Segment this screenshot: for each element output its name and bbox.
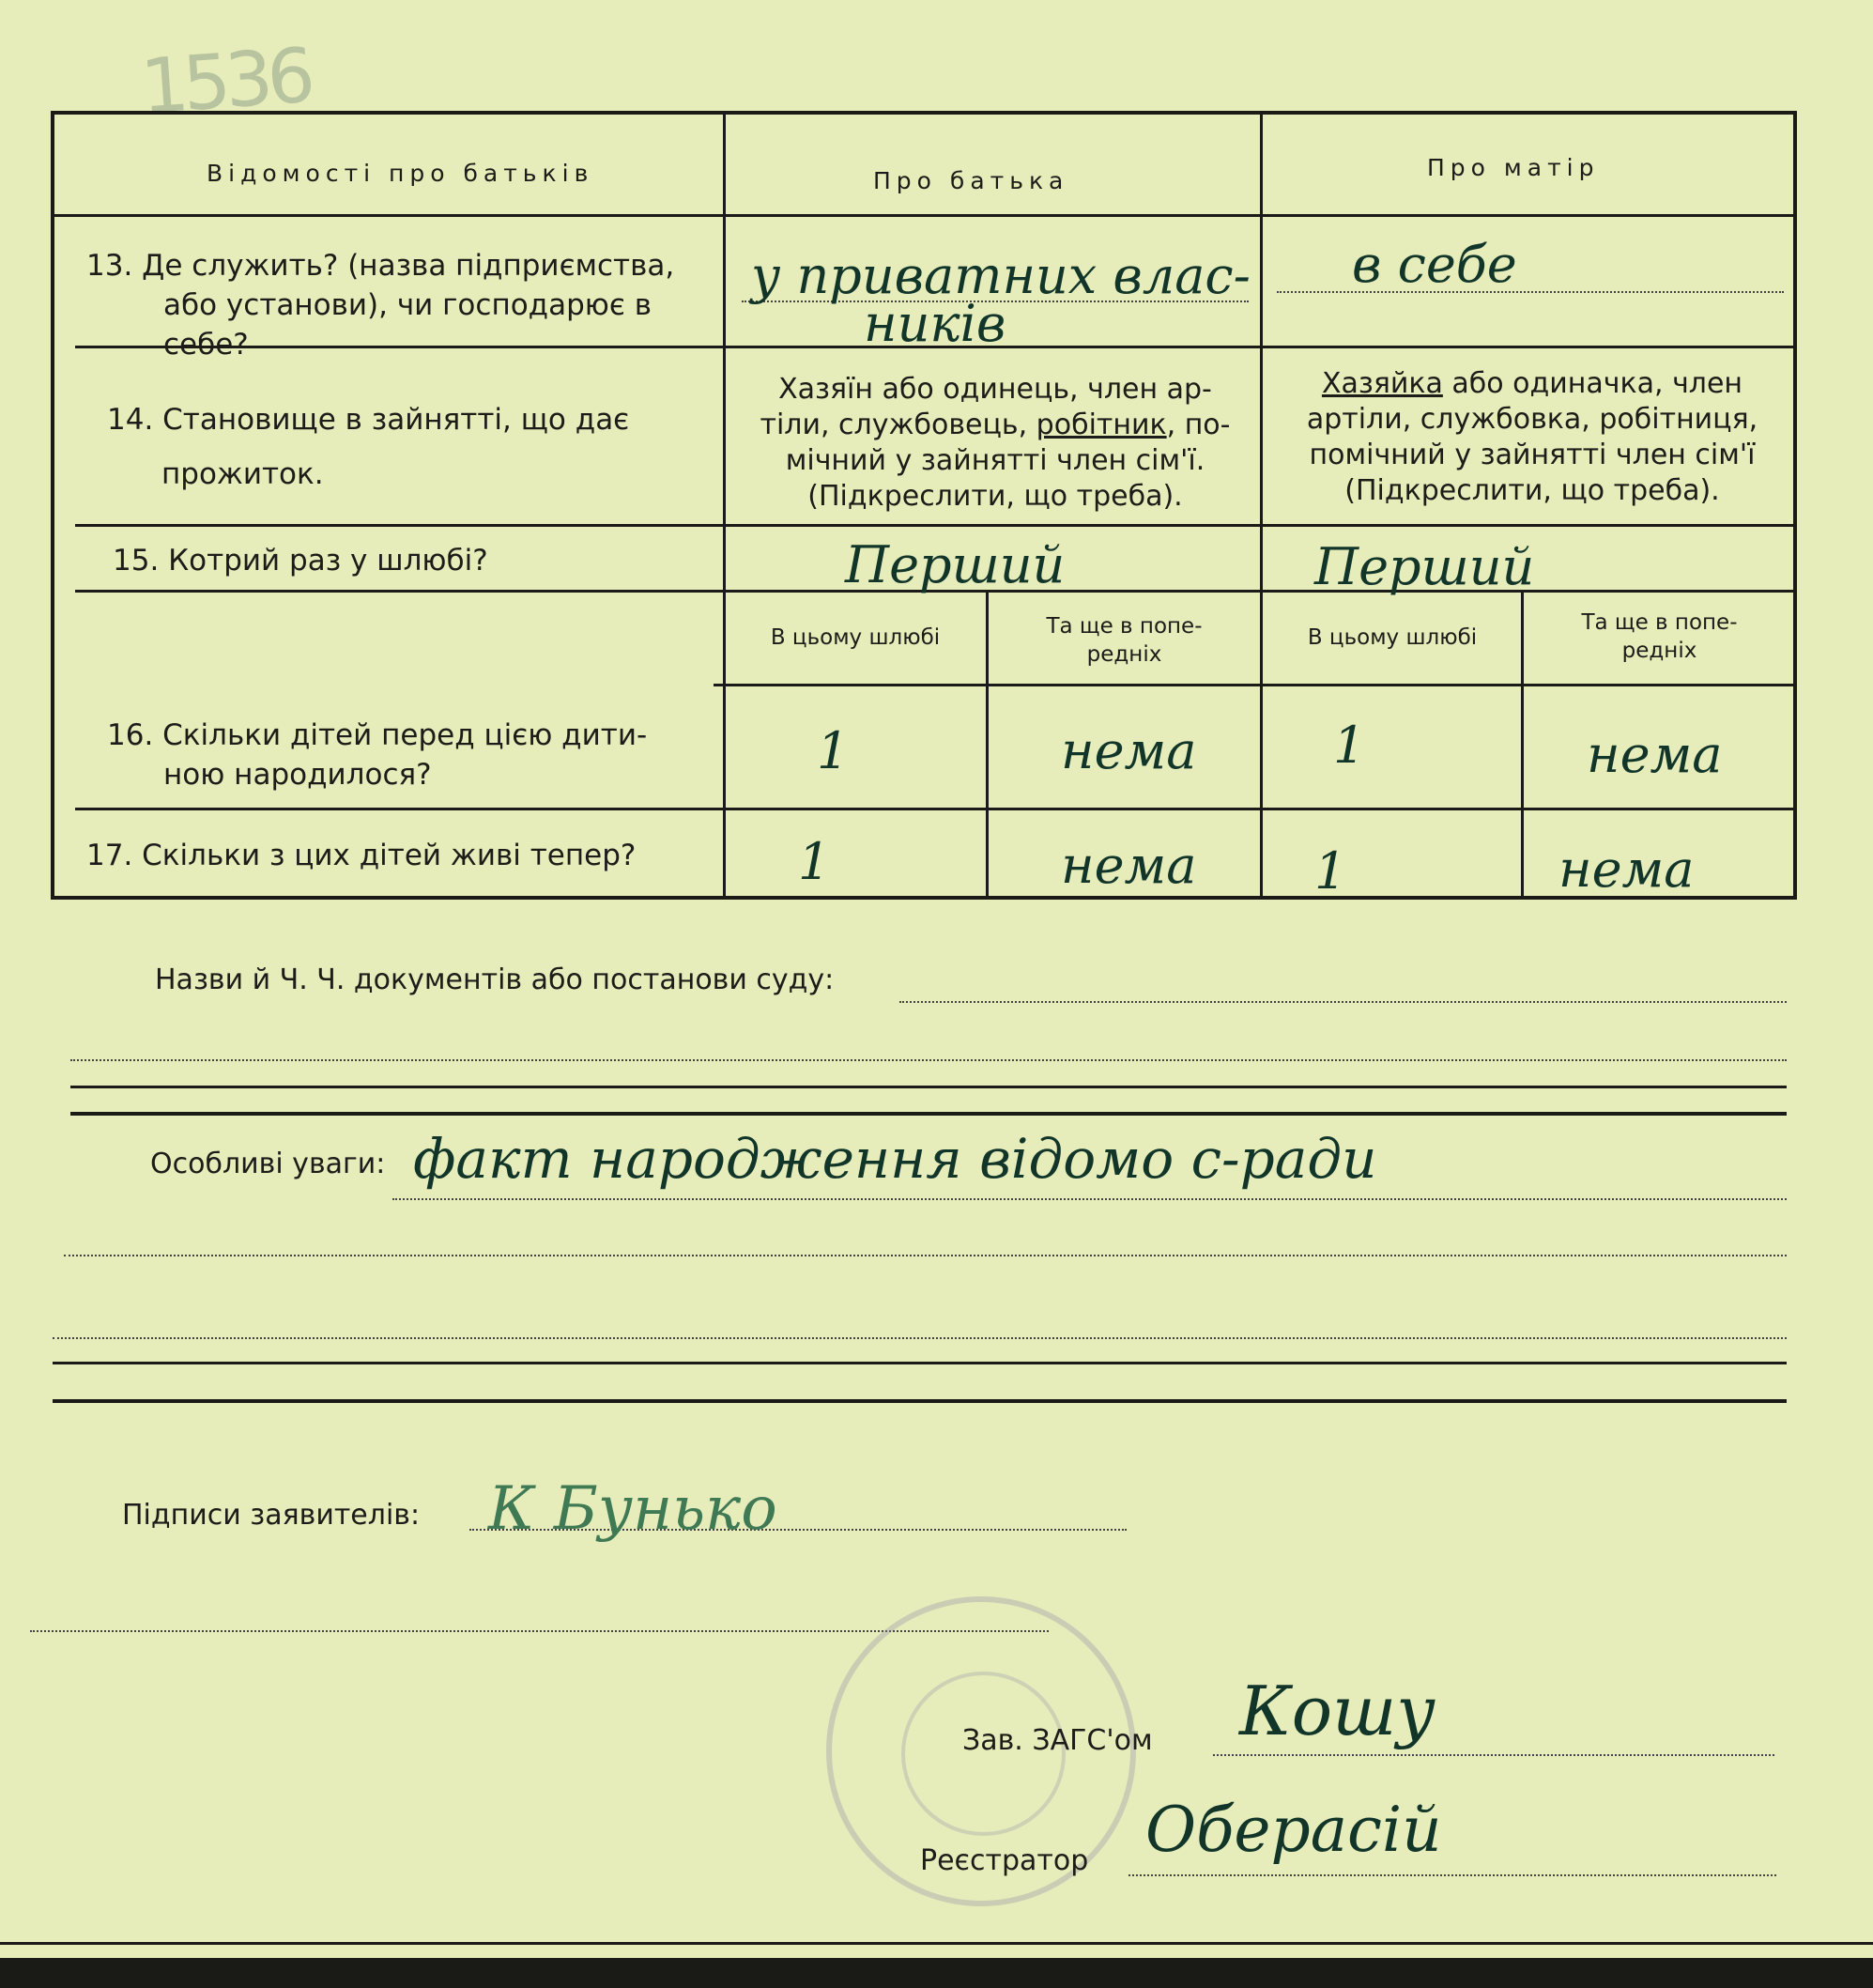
header-about-father: Про батька xyxy=(873,167,1069,194)
header-about-mother: Про матір xyxy=(1427,154,1600,181)
table-col-rule xyxy=(1260,115,1263,896)
subheader-this-marriage-mother: В цьому шлюбі xyxy=(1307,625,1478,650)
father-living-this-marriage: 1 xyxy=(798,832,831,891)
subheader-previous-father: Та ще в попе- редніх xyxy=(1046,614,1203,667)
mother-children-previous: нема xyxy=(1587,725,1723,784)
section-rule xyxy=(53,1362,1787,1364)
registrar-signature: Оберасій xyxy=(1145,1794,1442,1866)
question-13: 13. Де служить? (назва підприємства, або установи), чи господарює в себе? xyxy=(86,249,675,362)
section-rule xyxy=(70,1086,1787,1088)
registrar-label: Реєстратор xyxy=(920,1844,1089,1877)
section-rule xyxy=(53,1399,1787,1403)
zags-head-signature: Кошу xyxy=(1239,1672,1436,1750)
father-workplace-handwriting: у приватних влас- ників xyxy=(751,246,1251,353)
applicants-signature-label: Підписи заявителів: xyxy=(122,1499,421,1532)
mother-employment-options: Хазяйка або одиначка, член артіли, службовка, робітниця, помічний у зайнятті член сім'ї (Підкреслити, що треба). xyxy=(1306,367,1758,507)
dotted-line xyxy=(70,1059,1787,1061)
question-17: 17. Скільки з цих дітей живі тепер? xyxy=(86,839,637,872)
remarks-label: Особливі уваги: xyxy=(150,1148,386,1180)
dotted-line xyxy=(392,1198,1787,1200)
dotted-line xyxy=(1128,1874,1776,1876)
page-bottom-edge xyxy=(0,1958,1873,1988)
remarks-handwriting: факт народження відомо с-ради xyxy=(413,1127,1377,1191)
father-employment-options: Хазяїн або одинець, член ар- тіли, службовець, робітник, по- мічний у зайнятті член сім'ї. (Підкреслити, що треба). xyxy=(760,373,1231,513)
table-rule xyxy=(75,808,1793,810)
table-rule xyxy=(75,524,1793,527)
father-marriage-count-handwriting: Перший xyxy=(845,535,1066,594)
father-living-previous: нема xyxy=(1061,836,1197,895)
dotted-line xyxy=(899,1001,1787,1003)
father-children-previous: нема xyxy=(1061,721,1197,780)
archive-pencil-number: 1536 xyxy=(137,31,313,131)
mother-marriage-count-handwriting: Перший xyxy=(1314,537,1535,596)
question-15: 15. Котрий раз у шлюбі? xyxy=(113,544,488,578)
section-rule xyxy=(70,1112,1787,1116)
question-14: 14. Становище в зайнятті, що дає прожиток. xyxy=(107,403,630,491)
mother-children-this-marriage: 1 xyxy=(1333,716,1366,775)
table-col-rule xyxy=(1521,592,1524,896)
mother-living-this-marriage: 1 xyxy=(1314,841,1347,901)
father-children-this-marriage: 1 xyxy=(817,721,850,780)
mother-workplace-handwriting: в себе xyxy=(1352,235,1517,294)
header-parents-info: Відомості про батьків xyxy=(207,160,594,187)
zags-head-label: Зав. ЗАГС'ом xyxy=(962,1724,1153,1757)
dotted-line xyxy=(53,1337,1787,1339)
table-rule xyxy=(54,214,1793,217)
dotted-line xyxy=(64,1255,1787,1256)
dotted-line xyxy=(1213,1754,1774,1756)
applicant-signature: К Бунько xyxy=(488,1474,777,1544)
subheader-this-marriage-father: В цьому шлюбі xyxy=(770,625,941,650)
subheader-previous-mother: Та ще в попе- редніх xyxy=(1581,610,1738,663)
table-col-rule xyxy=(986,592,989,896)
documents-label: Назви й Ч. Ч. документів або постанови суду: xyxy=(155,963,835,996)
table-rule xyxy=(714,684,1793,686)
table-col-rule xyxy=(723,115,726,896)
question-16: 16. Скільки дітей перед цією дити- ною народилося? xyxy=(107,718,648,792)
mother-living-previous: нема xyxy=(1558,840,1695,899)
page-bottom-rule xyxy=(0,1942,1873,1945)
